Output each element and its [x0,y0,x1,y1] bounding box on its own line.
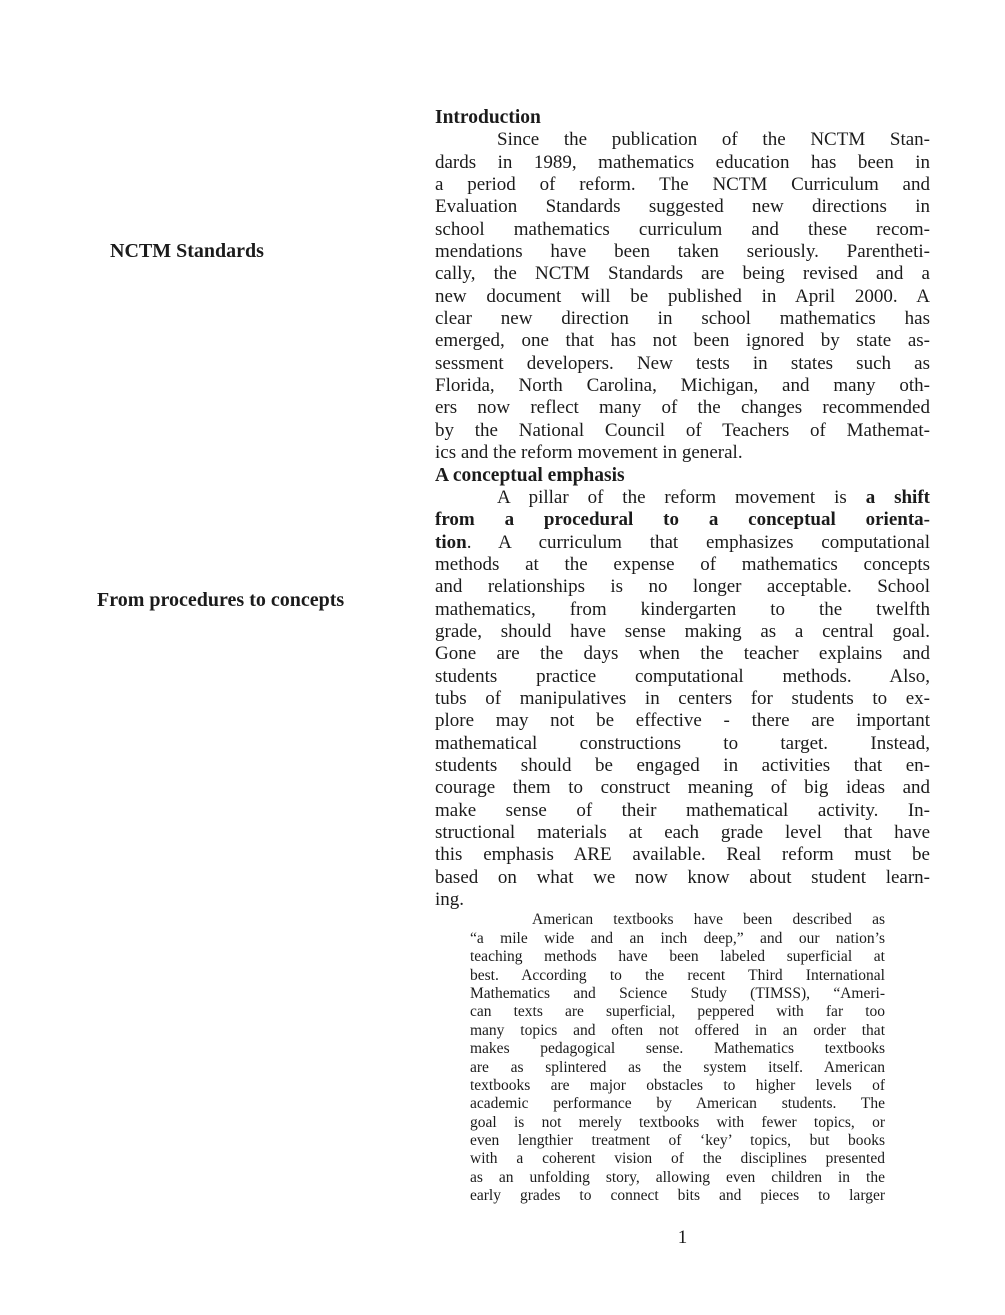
text-line: Florida, North Carolina, Michigan, and many oth- [435,375,930,397]
text-line: textbooks are major obstacles to higher levels of [470,1076,885,1094]
text-line: tion. A curriculum that emphasizes computational [435,531,930,553]
text-line: courage them to construct meaning of big ideas and [435,777,930,799]
text-line: plore may not be effective - there are important [435,710,930,732]
margin-note-from-procedures-to-concepts: From procedures to concepts [97,589,345,611]
text-line: sessment developers. New tests in states such as [435,352,930,374]
text-line: Mathematics and Science Study (TIMSS), “Ameri- [470,984,885,1002]
text-line: mathematics, from kindergarten to the twelfth [435,598,930,620]
text-line: ics and the reform movement in general. [435,442,743,464]
text-line: new document will be published in April 2000. A [435,285,930,307]
text-line: structional materials at each grade level that have [435,822,930,843]
text-line: early grades to connect bits and pieces to larger [470,1187,885,1205]
text-line: make sense of their mathematical activity. In- [435,799,930,821]
text-line: clear new direction in school mathematics has [435,308,930,330]
text-line: from a procedural to a conceptual orienta- [435,509,930,531]
text-line: teaching methods have been labeled superficial at [470,948,885,966]
page-number: 1 [677,1226,688,1248]
text-line: cally, the NCTM Standards are being revised and a [435,263,930,285]
text-line: Gone are the days when the teacher explains and [435,643,930,665]
text-line: ers now reflect many of the changes recommended [435,397,930,419]
text-line: dards in 1989, mathematics education has been in [435,151,930,173]
text-line: by the National Council of Teachers of Mathemat- [435,419,930,441]
margin-note-nctm-standards: NCTM Standards [110,240,264,262]
text-line: methods at the expense of mathematics concepts [435,553,930,575]
text-line: even lengthier treatment of ‘key’ topics, but books [470,1132,885,1150]
text-line: students practice computational methods. Also, [435,665,930,687]
text-line: “a mile wide and an inch deep,” and our nation’s [470,929,885,947]
text-line: many topics and often not offered in an order that [470,1021,885,1039]
text-line: tubs of manipulatives in centers for students to ex- [435,687,930,709]
block-quote [470,911,885,1205]
text-line: academic performance by American students. The [470,1095,885,1113]
text-line: students should be engaged in activities that en- [435,754,930,776]
text-line: A pillar of the reform movement is a shift [497,486,930,508]
text-line: makes pedagogical sense. Mathematics textbooks [470,1040,885,1058]
text-line: as an unfolding story, allowing even children in the [470,1168,885,1186]
text-line: American textbooks have been described as [532,911,885,929]
text-line: mendations have been taken seriously. Parentheti- [435,241,930,263]
text-line: ing. [435,889,465,911]
text-line: based on what we now know about student learn- [435,866,930,888]
section-heading: Introduction [435,107,541,128]
main-text-column [435,107,930,1249]
text-line: Evaluation Standards suggested new directions in [435,196,930,218]
text-line: best. According to the recent Third International [470,966,885,984]
text-line: Since the publication of the NCTM Stan- [497,129,930,151]
section-heading: A conceptual emphasis [435,464,625,486]
text-line: with a coherent vision of the disciplines presented [470,1150,885,1168]
body-sections [435,107,930,911]
text-line: this emphasis ARE available. Real reform must be [435,844,930,866]
text-line: can texts are superficial, peppered with far too [470,1003,885,1021]
section [435,465,930,912]
section [435,107,930,465]
text-line: emerged, one that has not been ignored by state as- [435,330,930,352]
text-line: goal is not merely textbooks with fewer topics, or [470,1113,885,1131]
text-line: are as splintered as the system itself. American [470,1058,885,1076]
text-line: school mathematics curriculum and these recom- [435,218,930,240]
text-line: and relationships is no longer acceptable. School [435,576,930,598]
text-line: grade, should have sense making as a central goal. [435,620,930,642]
text-line: a period of reform. The NCTM Curriculum and [435,174,930,196]
text-line: mathematical constructions to target. Instead, [435,732,930,754]
